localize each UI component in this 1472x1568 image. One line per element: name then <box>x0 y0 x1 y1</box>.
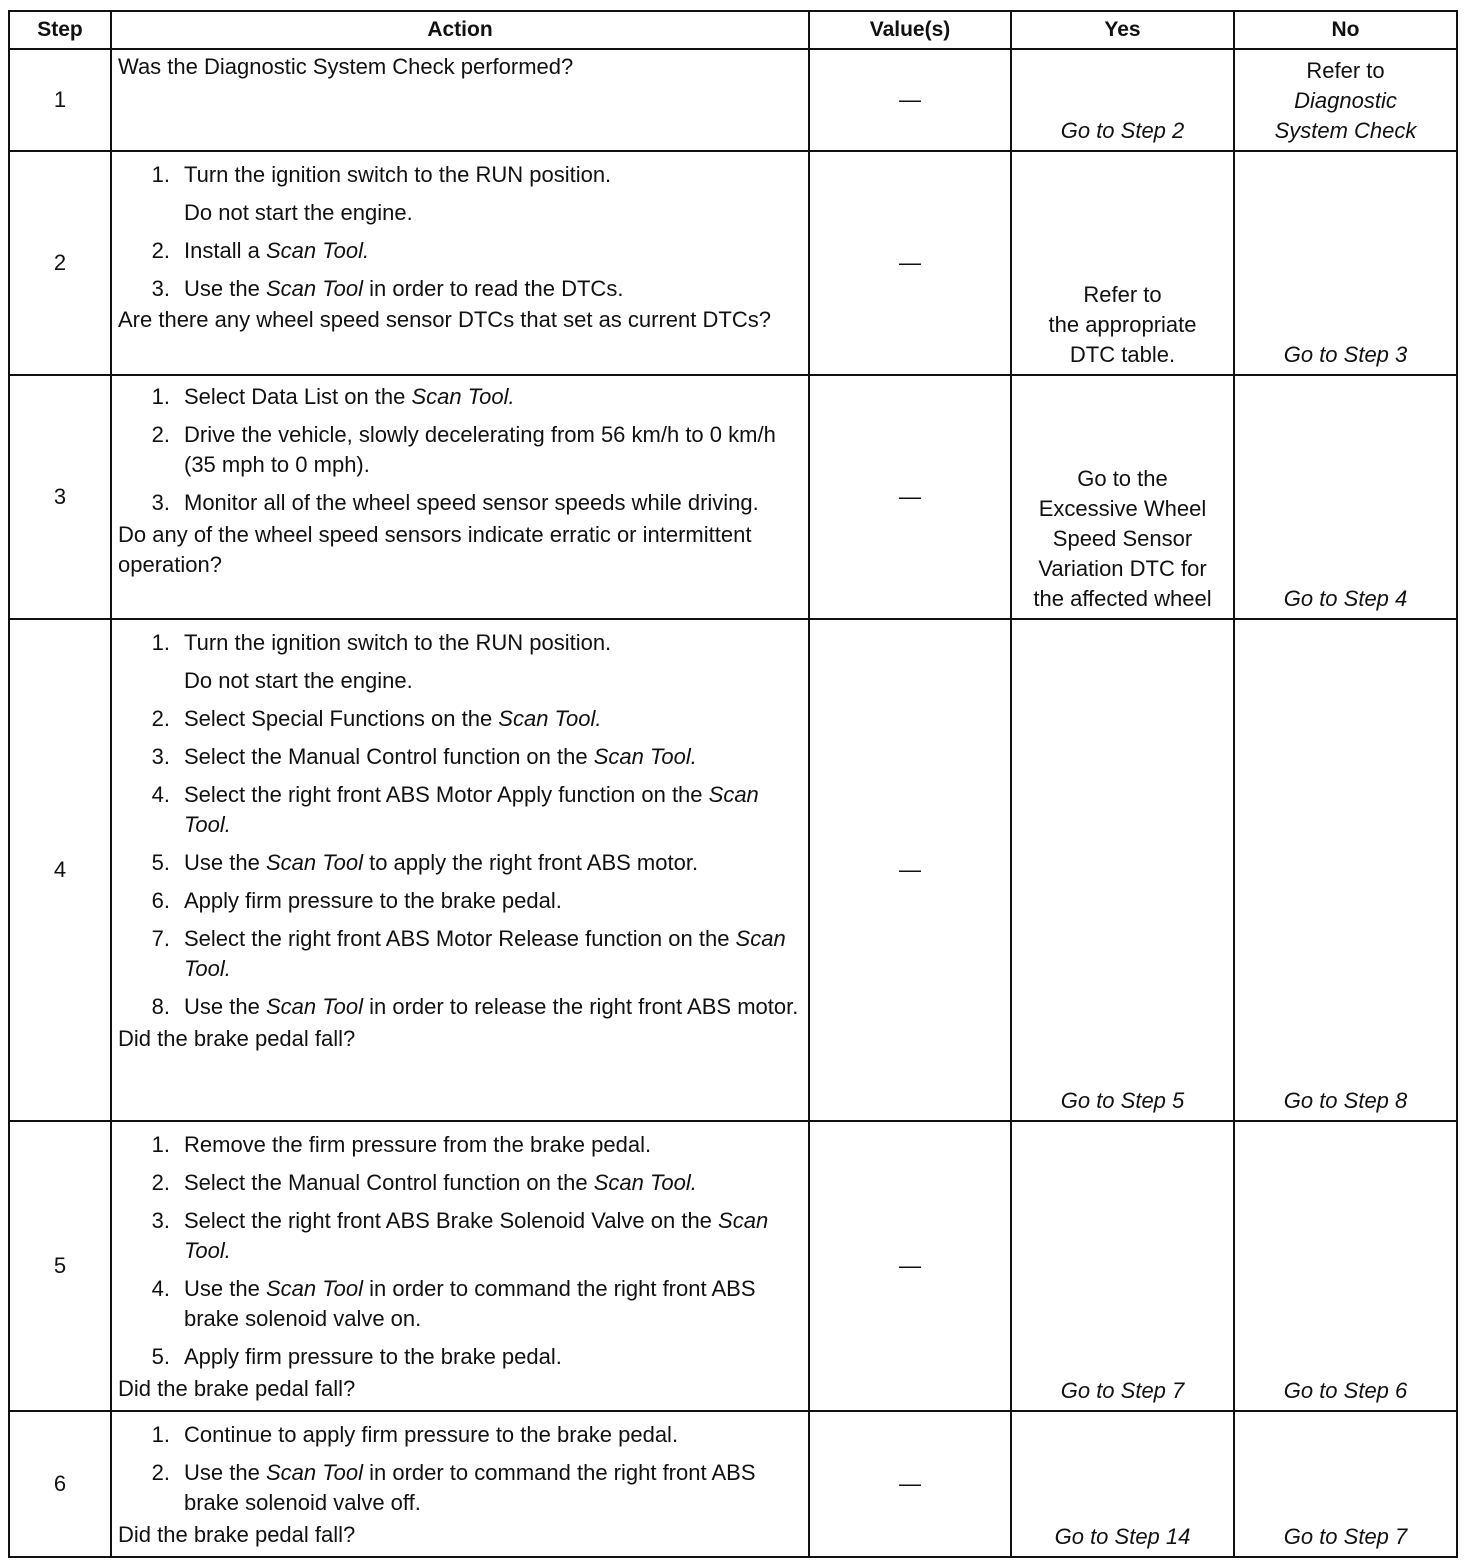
action-cell <box>111 375 809 619</box>
value-cell: — <box>809 1411 1011 1557</box>
question-text: Do any of the wheel speed sensors indicate erratic or intermittent operation? <box>118 522 752 577</box>
substep-list <box>118 382 802 518</box>
substep: 4. Use the Scan Tool in order to command the right front ABS brake solenoid valve on. <box>151 1276 756 1331</box>
substep: 7. Select the right front ABS Motor Release function on the Scan Tool. <box>151 926 786 981</box>
substep: 2. Select Special Functions on the Scan Tool. <box>151 706 602 731</box>
table-row-step-3 <box>9 375 1457 619</box>
substep: 1. Turn the ignition switch to the RUN position. Do not start the engine. <box>151 162 612 225</box>
table-row-step-2 <box>9 151 1457 375</box>
no-line: Refer to <box>1306 58 1385 83</box>
substep: 2. Select the Manual Control function on the Scan Tool. <box>151 1170 697 1195</box>
header-values: Value(s) <box>809 11 1011 49</box>
value-cell: — <box>809 49 1011 151</box>
no-cell: Go to Step 8 <box>1234 619 1457 1121</box>
no-line: Diagnostic <box>1294 88 1397 113</box>
diagnostic-table <box>8 10 1458 1558</box>
question-text: Did the brake pedal fall? <box>118 1522 356 1547</box>
no-cell: Go to Step 6 <box>1234 1121 1457 1411</box>
header-yes: Yes <box>1011 11 1234 49</box>
step-number: 4 <box>9 619 111 1121</box>
yes-cell: Refer to the appropriate DTC table. <box>1011 151 1234 375</box>
yes-cell: Go to Step 7 <box>1011 1121 1234 1411</box>
step-number: 2 <box>9 151 111 375</box>
header-no: No <box>1234 11 1457 49</box>
substep-list <box>118 1420 802 1518</box>
question-text: Did the brake pedal fall? <box>118 1376 356 1401</box>
substep: 2. Use the Scan Tool in order to command the right front ABS brake solenoid valve off. <box>151 1460 756 1515</box>
substep: 1. Turn the ignition switch to the RUN position. Do not start the engine. <box>151 630 612 693</box>
action-cell <box>111 619 809 1121</box>
substep: 4. Select the right front ABS Motor Apply function on the Scan Tool. <box>151 782 759 837</box>
no-cell: Go to Step 4 <box>1234 375 1457 619</box>
yes-cell: Go to Step 2 <box>1011 49 1234 151</box>
substep: 3. Select the right front ABS Brake Solenoid Valve on the Scan Tool. <box>151 1208 769 1263</box>
question-text: Are there any wheel speed sensor DTCs that set as current DTCs? <box>118 307 771 332</box>
substep: 5. Apply firm pressure to the brake pedal. <box>151 1344 562 1369</box>
action-cell <box>111 151 809 375</box>
value-cell: — <box>809 619 1011 1121</box>
substep: 8. Use the Scan Tool in order to release the right front ABS motor. <box>151 994 799 1019</box>
header-row <box>9 11 1457 49</box>
substep: 2. Install a Scan Tool. <box>151 238 370 263</box>
step-number: 5 <box>9 1121 111 1411</box>
step-number: 3 <box>9 375 111 619</box>
substep: 1. Continue to apply firm pressure to the brake pedal. <box>151 1422 679 1447</box>
header-action: Action <box>111 11 809 49</box>
header-step: Step <box>9 11 111 49</box>
substep: 1. Remove the firm pressure from the brake pedal. <box>151 1132 652 1157</box>
table-row-step-6 <box>9 1411 1457 1557</box>
no-cell <box>1234 49 1457 151</box>
substep: 2. Drive the vehicle, slowly decelerating from 56 km/h to 0 km/h (35 mph to 0 mph). <box>151 422 776 477</box>
table-row-step-4 <box>9 619 1457 1121</box>
no-cell: Go to Step 7 <box>1234 1411 1457 1557</box>
action-cell <box>111 1121 809 1411</box>
substep: 5. Use the Scan Tool to apply the right front ABS motor. <box>151 850 699 875</box>
yes-cell: Go to Step 5 <box>1011 619 1234 1121</box>
question-text: Was the Diagnostic System Check performed? <box>118 54 574 79</box>
table-row-step-1 <box>9 49 1457 151</box>
question-text: Did the brake pedal fall? <box>118 1026 356 1051</box>
yes-cell: Go to Step 14 <box>1011 1411 1234 1557</box>
value-cell: — <box>809 375 1011 619</box>
substep: 3. Select the Manual Control function on the Scan Tool. <box>151 744 697 769</box>
action-cell <box>111 49 809 151</box>
yes-cell: Go to the Excessive Wheel Speed Sensor Variation DTC for the affected wheel <box>1011 375 1234 619</box>
no-cell: Go to Step 3 <box>1234 151 1457 375</box>
substep: 6. Apply firm pressure to the brake pedal. <box>151 888 562 913</box>
action-cell <box>111 1411 809 1557</box>
substep-list <box>118 628 802 1022</box>
no-line: System Check <box>1274 118 1417 143</box>
substep-list <box>118 160 802 304</box>
substep: 3. Monitor all of the wheel speed sensor speeds while driving. <box>151 490 759 515</box>
step-number: 6 <box>9 1411 111 1557</box>
table-row-step-5 <box>9 1121 1457 1411</box>
step-number: 1 <box>9 49 111 151</box>
value-cell: — <box>809 151 1011 375</box>
substep: 3. Use the Scan Tool in order to read the DTCs. <box>151 276 624 301</box>
value-cell: — <box>809 1121 1011 1411</box>
substep-list <box>118 1130 802 1372</box>
substep: 1. Select Data List on the Scan Tool. <box>151 384 515 409</box>
